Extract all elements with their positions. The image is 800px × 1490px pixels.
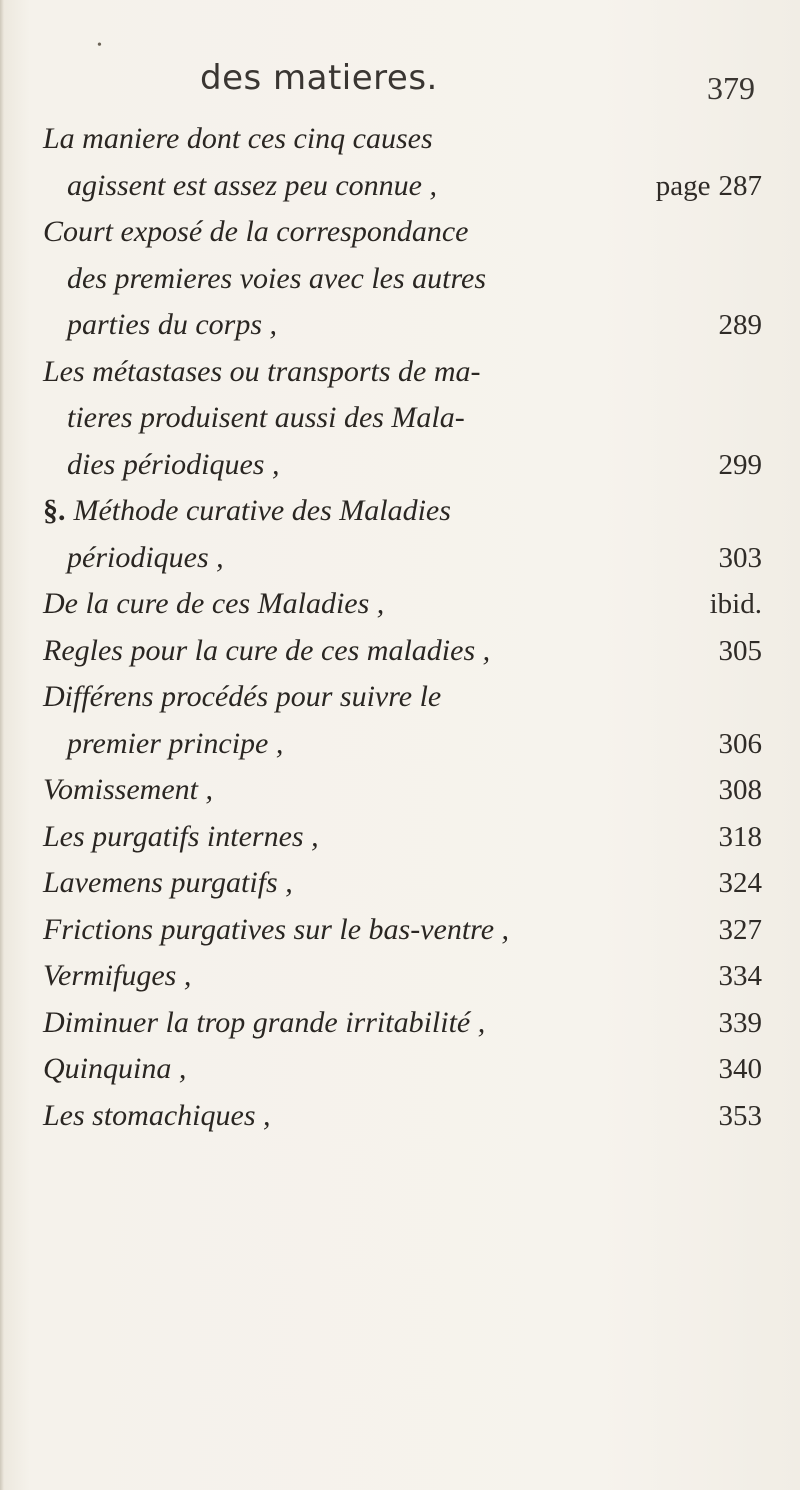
entry-text: Diminuer la trop grande irritabilité , bbox=[43, 1005, 486, 1039]
entry-title-line bbox=[0, 767, 800, 814]
ink-speck: • bbox=[97, 38, 102, 53]
page-number-ref: 340 bbox=[718, 1053, 762, 1085]
entry-text: La maniere dont ces cinq causes bbox=[43, 122, 433, 155]
index-entry bbox=[0, 349, 800, 489]
entry-page-reference bbox=[719, 442, 763, 489]
page-number-ref: 299 bbox=[718, 448, 762, 481]
page-number-ref: 308 bbox=[718, 774, 762, 806]
entry-page-reference bbox=[719, 907, 763, 954]
running-head: des matieres. bbox=[200, 58, 438, 98]
index-entry bbox=[0, 1046, 800, 1093]
index-entry bbox=[0, 1000, 800, 1047]
entry-text: Vermifuges , bbox=[43, 959, 192, 992]
entry-page-reference bbox=[719, 767, 763, 814]
entry-continuation-line bbox=[0, 163, 800, 210]
index-entry bbox=[0, 953, 800, 1000]
entry-page-reference bbox=[719, 860, 763, 907]
index-entry bbox=[0, 488, 800, 581]
entry-page-reference bbox=[710, 581, 762, 628]
entry-text: Regles pour la cure de ces maladies , bbox=[43, 633, 491, 667]
entry-page-reference bbox=[719, 628, 763, 675]
index-entry bbox=[0, 767, 800, 814]
entry-title-line bbox=[0, 116, 800, 163]
entry-text: Les métastases ou transports de ma- bbox=[43, 354, 481, 388]
index-entry bbox=[0, 814, 800, 861]
entry-title-line bbox=[0, 581, 800, 628]
page-number-ref: 339 bbox=[718, 1006, 762, 1039]
entry-text: parties du corps , bbox=[67, 308, 277, 341]
page-number: 379 bbox=[707, 70, 755, 106]
entry-title-line bbox=[0, 674, 800, 721]
entry-page-reference bbox=[719, 535, 763, 582]
page-number-ref: ibid. bbox=[709, 588, 762, 620]
entry-title-line bbox=[0, 1093, 800, 1140]
entry-title-line bbox=[0, 814, 800, 861]
section-mark: §. bbox=[43, 494, 66, 527]
index-entry bbox=[0, 674, 800, 767]
entry-text: périodiques , bbox=[67, 540, 224, 574]
entry-title-line bbox=[0, 907, 800, 954]
entry-continuation-line bbox=[0, 442, 800, 489]
page-number-ref: 334 bbox=[718, 960, 762, 992]
entry-text: dies périodiques , bbox=[67, 447, 280, 481]
index-entry bbox=[0, 860, 800, 907]
entry-text: Vomissement , bbox=[43, 773, 213, 806]
page-prefix: page bbox=[655, 169, 711, 202]
entry-page-reference bbox=[719, 1046, 763, 1093]
entry-title-line bbox=[0, 209, 800, 256]
entry-title-line bbox=[0, 1000, 800, 1047]
index-entry bbox=[0, 628, 800, 675]
entry-title-line bbox=[0, 1046, 800, 1093]
entry-text: De la cure de ces Maladies , bbox=[43, 587, 385, 620]
entry-title-line bbox=[0, 953, 800, 1000]
table-of-contents bbox=[0, 116, 800, 1139]
page-number-ref: 327 bbox=[718, 913, 762, 946]
entry-continuation-line bbox=[0, 256, 800, 303]
entry-page-reference bbox=[719, 1093, 763, 1140]
index-entry bbox=[0, 116, 800, 209]
entry-title-line bbox=[0, 628, 800, 675]
entry-text: agissent est assez peu connue , bbox=[67, 168, 437, 202]
entry-text: Lavemens purgatifs , bbox=[43, 866, 293, 899]
entry-title-line bbox=[0, 349, 800, 396]
index-entry bbox=[0, 907, 800, 954]
page-number-ref: 306 bbox=[718, 727, 762, 760]
entry-text: Quinquina , bbox=[43, 1052, 187, 1085]
entry-text: Frictions purgatives sur le bas-ventre , bbox=[43, 912, 510, 946]
page-number-ref: 353 bbox=[718, 1099, 762, 1132]
entry-text: Les stomachiques , bbox=[43, 1098, 271, 1132]
page-number-ref: 318 bbox=[718, 820, 762, 853]
entry-continuation-line bbox=[0, 395, 800, 442]
entry-title-line bbox=[0, 488, 800, 535]
entry-page-reference bbox=[719, 1000, 763, 1047]
index-entry bbox=[0, 581, 800, 628]
entry-text: tieres produisent aussi des Mala- bbox=[67, 401, 465, 434]
entry-page-reference bbox=[719, 814, 763, 861]
entry-page-reference bbox=[719, 721, 763, 768]
page-number-ref: 289 bbox=[718, 309, 762, 341]
entry-text: des premieres voies avec les autres bbox=[67, 261, 487, 295]
entry-page-reference bbox=[656, 163, 762, 210]
entry-title-line bbox=[0, 860, 800, 907]
entry-text: Les purgatifs internes , bbox=[43, 819, 319, 853]
entry-continuation-line bbox=[0, 535, 800, 582]
entry-continuation-line bbox=[0, 302, 800, 349]
entry-text: Différens procédés pour suivre le bbox=[43, 680, 442, 713]
page-number-ref: 287 bbox=[718, 169, 762, 202]
entry-page-reference bbox=[719, 302, 763, 349]
entry-text: Méthode curative des Maladies bbox=[73, 494, 451, 527]
entry-page-reference bbox=[719, 953, 763, 1000]
index-entry bbox=[0, 1093, 800, 1140]
page-number-ref: 303 bbox=[718, 541, 762, 574]
entry-text: premier principe , bbox=[67, 726, 284, 760]
page-number-ref: 305 bbox=[718, 634, 762, 667]
entry-text: Court exposé de la correspondance bbox=[43, 215, 469, 248]
entry-continuation-line bbox=[0, 721, 800, 768]
page-number-ref: 324 bbox=[718, 867, 762, 899]
index-entry bbox=[0, 209, 800, 349]
